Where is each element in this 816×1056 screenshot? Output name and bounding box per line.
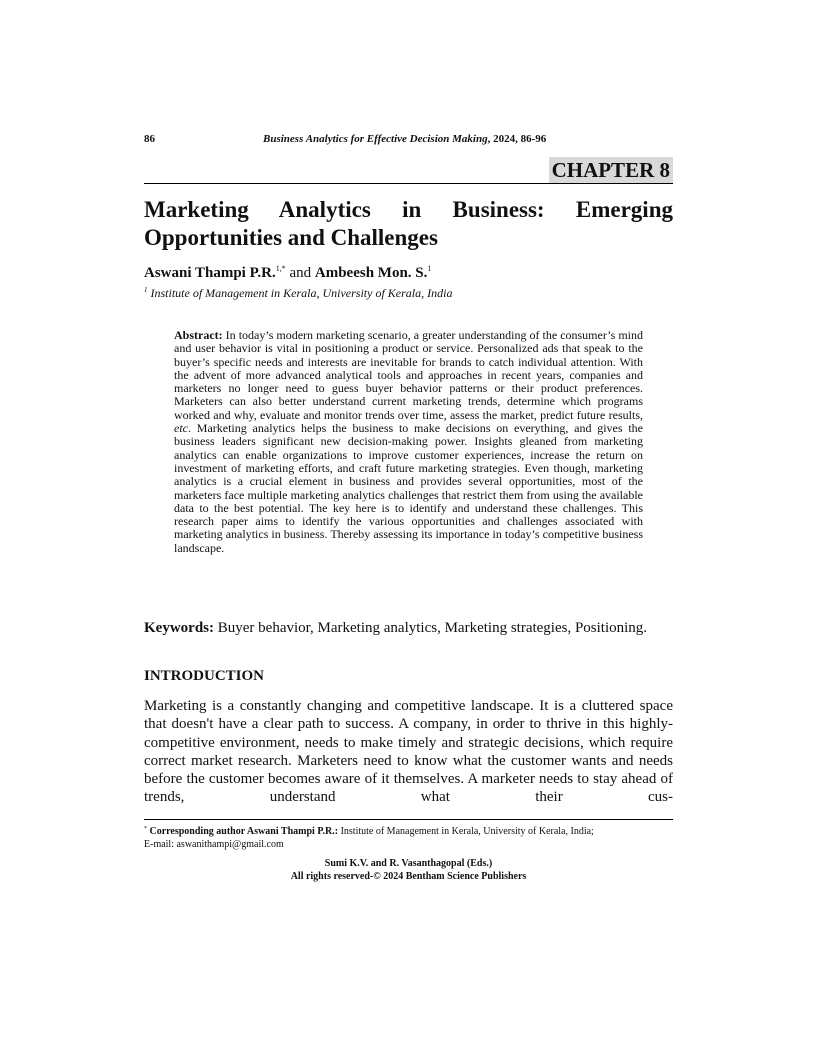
header-divider	[144, 183, 673, 184]
journal-title: Business Analytics for Effective Decision Making	[263, 133, 488, 145]
footnote-marker: *	[144, 826, 147, 832]
title-line-2: Opportunities and Challenges	[144, 225, 438, 250]
keywords	[144, 619, 673, 637]
affiliation-marker: 1	[144, 286, 148, 294]
editors-credit	[144, 858, 673, 883]
journal-volume-pages: , 2024, 86-96	[487, 133, 547, 145]
footnote	[144, 823, 673, 851]
author-name: Aswani Thampi P.R.	[144, 265, 276, 281]
introduction-paragraph: Marketing is a constantly changing and competitive landscape. It is a cluttered space that doesn't have a clear path to success. A company, in order to thrive in this highly-competitive environment, needs to make timely and strategic decisions, which require correct market research. Marketers need to know what the customer wants and needs before the customer becomes aware of it themselves. A marketer needs to stay ahead of trends, understand what their cus-	[144, 698, 673, 806]
footnote-affiliation: Institute of Management in Kerala, University of Kerala, India;	[338, 826, 594, 837]
author-affiliation-marker: 1,*	[275, 264, 286, 273]
author-affiliation-marker: 1	[427, 264, 432, 273]
footnote-label: Corresponding author Aswani Thampi P.R.:	[147, 826, 339, 837]
author-list	[144, 260, 431, 282]
footnote-divider	[144, 819, 673, 820]
footnote-line-1	[144, 823, 673, 839]
abstract-etc: etc	[174, 421, 188, 436]
page-number: 86	[144, 133, 155, 145]
abstract-text-continued: . Marketing analytics helps the business to make decisions on everything, and gives the business leaders significant new decision-making power. Insights gleaned from marketing analytics can enable organizations to improve customer experiences, increase the return on investment of marketing efforts, and craft future marketing strategies. Even though, marketing analytics is a crucial element in business and provides several opportunities, most of the marketers face multiple marketing analytics challenges that restrict them from using the available data to the best potential. The key here is to identify and understand these challenges. This research paper aims to identify the various opportunities and challenges associated with marketing analytics in business. Thereby assessing its importance in today’s competitive business landscape.	[174, 421, 643, 555]
abstract-text: In today’s modern marketing scenario, a greater understanding of the consumer’s mind and user behavior is vital in positioning a product or service. Personalized ads that speak to the buyer’s specific needs and interests are inevitable for brands to catch individual attention. With the advent of more advanced analytical tools and approaches in recent years, companies and marketers no longer need to guess buyer behavior patterns or their product preferences. Marketers can also better understand current marketing trends, determine which programs worked and why, evaluate and monitor trends over time, assess the market, predict future results,	[174, 328, 643, 422]
affiliation-text: Institute of Management in Kerala, University of Kerala, India	[150, 286, 453, 300]
title-line-1: Marketing Analytics in Business: Emerging	[144, 197, 673, 222]
editors-line: Sumi K.V. and R. Vasanthagopal (Eds.)	[324, 858, 493, 869]
chapter-label: CHAPTER 8	[549, 157, 673, 183]
affiliation	[144, 286, 452, 301]
abstract	[174, 329, 643, 555]
author-name: Ambeesh Mon. S.	[314, 265, 428, 281]
copyright-line: All rights reserved-© 2024 Bentham Science Publishers	[290, 870, 527, 882]
keywords-text: Buyer behavior, Marketing analytics, Marketing strategies, Positioning.	[214, 620, 648, 636]
keywords-label: Keywords:	[144, 620, 214, 636]
author-conjunction: and	[289, 265, 312, 281]
section-heading-introduction: INTRODUCTION	[144, 668, 265, 684]
abstract-label: Abstract:	[174, 328, 223, 342]
page-title	[144, 196, 673, 252]
journal-citation	[263, 133, 546, 145]
footnote-email: E-mail: aswanithampi@gmail.com	[144, 838, 284, 850]
